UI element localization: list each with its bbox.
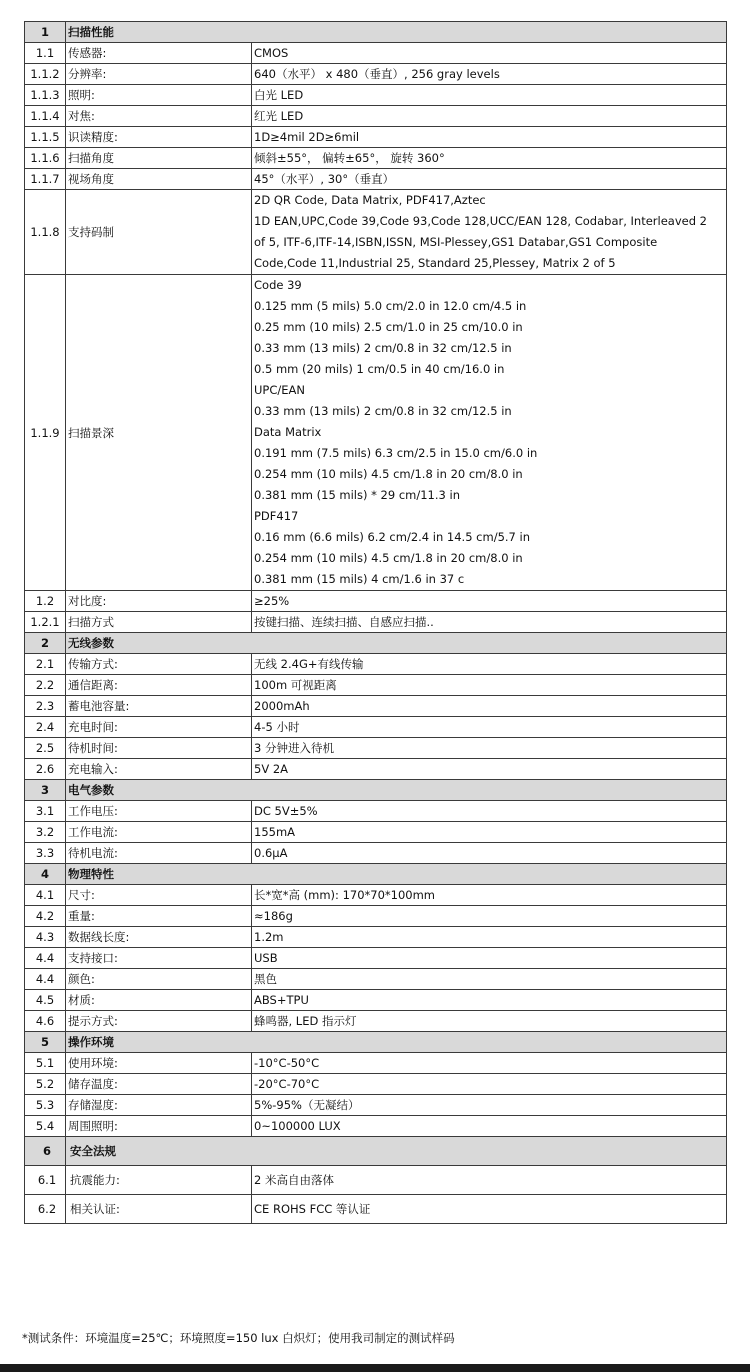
section-title: 安全法规 [66,1137,727,1166]
spec-value: 3 分钟进入待机 [252,738,727,759]
spec-row [25,190,727,275]
row-number: 4 [25,864,66,885]
spec-row [25,275,727,591]
spec-value-line: UPC/EAN [254,383,305,397]
spec-row [25,85,727,106]
spec-row [25,948,727,969]
spec-value-line: 1D EAN,UPC,Code 39,Code 93,Code 128,UCC/EAN 128, Codabar, Interleaved 2 [254,214,707,228]
spec-value-line: Code,Code 11,Industrial 25, Standard 25,Plessey, Matrix 2 of 5 [254,256,616,270]
spec-value: 长*宽*高 (mm): 170*70*100mm [252,885,727,906]
spec-value-line: 0.254 mm (10 mils) 4.5 cm/1.8 in 20 cm/8.0 in [254,551,523,565]
spec-value [252,275,727,591]
row-number: 5.4 [25,1116,66,1137]
spec-label: 存储湿度: [66,1095,252,1116]
spec-label: 识读精度: [66,127,252,148]
spec-label: 扫描景深 [66,275,252,591]
spec-value-line: 0.25 mm (10 mils) 2.5 cm/1.0 in 25 cm/10.0 in [254,320,523,334]
row-number: 1.1.8 [25,190,66,275]
spec-row [25,906,727,927]
spec-label: 储存温度: [66,1074,252,1095]
spec-label: 扫描角度 [66,148,252,169]
spec-value-line: 0.381 mm (15 mils) 4 cm/1.6 in 37 c [254,572,465,586]
spec-value: CMOS [252,43,727,64]
spec-row [25,759,727,780]
spec-value-line: 0.33 mm (13 mils) 2 cm/0.8 in 32 cm/12.5 in [254,404,512,418]
spec-label: 尺寸: [66,885,252,906]
row-number: 4.2 [25,906,66,927]
spec-value: 按键扫描、连续扫描、自感应扫描.. [252,612,727,633]
row-number: 1 [25,22,66,43]
spec-value-line: of 5, ITF-6,ITF-14,ISBN,ISSN, MSI-Plessey,GS1 Databar,GS1 Composite [254,235,658,249]
section-header-row [25,633,727,654]
spec-value [252,190,727,275]
spec-value: 无线 2.4G+有线传输 [252,654,727,675]
row-number: 1.1.2 [25,64,66,85]
spec-row [25,696,727,717]
spec-row [25,148,727,169]
row-number: 6 [25,1137,66,1166]
spec-row [25,127,727,148]
spec-row [25,64,727,85]
spec-label: 充电输入: [66,759,252,780]
spec-value-line: 0.381 mm (15 mils) * 29 cm/11.3 in [254,488,460,502]
spec-label: 照明: [66,85,252,106]
spec-row [25,969,727,990]
row-number: 5.2 [25,1074,66,1095]
spec-label: 分辨率: [66,64,252,85]
spec-label: 传感器: [66,43,252,64]
spec-label: 支持接口: [66,948,252,969]
spec-row [25,738,727,759]
spec-label: 蓄电池容量: [66,696,252,717]
spec-value-line: Data Matrix [254,425,322,439]
spec-row [25,1166,727,1195]
row-number: 2.5 [25,738,66,759]
row-number: 3 [25,780,66,801]
spec-label: 提示方式: [66,1011,252,1032]
spec-value: USB [252,948,727,969]
spec-row [25,990,727,1011]
spec-value: CE ROHS FCC 等认证 [252,1195,727,1224]
spec-row [25,1074,727,1095]
spec-row [25,1195,727,1224]
spec-label: 充电时间: [66,717,252,738]
spec-value-line: 0.5 mm (20 mils) 1 cm/0.5 in 40 cm/16.0 in [254,362,505,376]
spec-label: 对焦: [66,106,252,127]
row-number: 3.1 [25,801,66,822]
spec-value: 0~100000 LUX [252,1116,727,1137]
spec-label: 视场角度 [66,169,252,190]
spec-label: 对比度: [66,591,252,612]
spec-value: 1.2m [252,927,727,948]
spec-value: 45°（水平）, 30°（垂直） [252,169,727,190]
spec-row [25,717,727,738]
spec-label: 数据线长度: [66,927,252,948]
spec-label: 使用环境: [66,1053,252,1074]
row-number: 1.2.1 [25,612,66,633]
spec-row [25,43,727,64]
spec-label: 工作电流: [66,822,252,843]
spec-row [25,801,727,822]
row-number: 6.1 [25,1166,66,1195]
spec-value: 2000mAh [252,696,727,717]
section-header-row [25,1032,727,1053]
row-number: 2.1 [25,654,66,675]
spec-label: 支持码制 [66,190,252,275]
row-number: 1.1 [25,43,66,64]
section-title: 无线参数 [66,633,727,654]
section-header-row [25,1137,727,1166]
spec-row [25,843,727,864]
spec-row [25,654,727,675]
spec-label: 待机电流: [66,843,252,864]
spec-value: 倾斜±55°， 偏转±65°， 旋转 360° [252,148,727,169]
row-number: 1.1.3 [25,85,66,106]
row-number: 1.1.6 [25,148,66,169]
row-number: 4.4 [25,969,66,990]
spec-value-line: Code 39 [254,278,302,292]
spec-row [25,591,727,612]
spec-label: 抗震能力: [66,1166,252,1195]
section-title: 电气参数 [66,780,727,801]
row-number: 2.4 [25,717,66,738]
spec-value: 2 米高自由落体 [252,1166,727,1195]
spec-value-line: 0.16 mm (6.6 mils) 6.2 cm/2.4 in 14.5 cm/5.7 in [254,530,530,544]
section-header-row [25,780,727,801]
row-number: 2 [25,633,66,654]
spec-label: 待机时间: [66,738,252,759]
section-title: 操作环境 [66,1032,727,1053]
spec-row [25,106,727,127]
spec-value: 红光 LED [252,106,727,127]
spec-value-line: PDF417 [254,509,299,523]
row-number: 6.2 [25,1195,66,1224]
spec-row [25,1095,727,1116]
section-header-row [25,22,727,43]
row-number: 1.1.4 [25,106,66,127]
footnote: *测试条件：环境温度=25℃；环境照度=150 lux 白炽灯；使用我司制定的测试样码 [22,1331,455,1345]
spec-label: 周围照明: [66,1116,252,1137]
row-number: 1.1.5 [25,127,66,148]
spec-label: 材质: [66,990,252,1011]
spec-value: -20°C-70°C [252,1074,727,1095]
row-number: 5.1 [25,1053,66,1074]
spec-value-line: 0.254 mm (10 mils) 4.5 cm/1.8 in 20 cm/8.0 in [254,467,523,481]
bottom-rule [0,1364,750,1372]
spec-row [25,169,727,190]
row-number: 4.1 [25,885,66,906]
spec-value: ≥25% [252,591,727,612]
spec-value: 5V 2A [252,759,727,780]
spec-value: ≈186g [252,906,727,927]
row-number: 4.5 [25,990,66,1011]
spec-value: -10°C-50°C [252,1053,727,1074]
spec-label: 工作电压: [66,801,252,822]
spec-label: 通信距离: [66,675,252,696]
row-number: 4.3 [25,927,66,948]
spec-value: DC 5V±5% [252,801,727,822]
row-number: 2.3 [25,696,66,717]
row-number: 4.6 [25,1011,66,1032]
row-number: 2.2 [25,675,66,696]
spec-value-line: 2D QR Code, Data Matrix, PDF417,Aztec [254,193,486,207]
spec-value: 蜂鸣器, LED 指示灯 [252,1011,727,1032]
row-number: 1.1.9 [25,275,66,591]
section-title: 扫描性能 [66,22,727,43]
spec-row [25,612,727,633]
spec-value: 黑色 [252,969,727,990]
spec-value: 4-5 小时 [252,717,727,738]
spec-row [25,1011,727,1032]
spec-value-line: 0.33 mm (13 mils) 2 cm/0.8 in 32 cm/12.5 in [254,341,512,355]
spec-label: 颜色: [66,969,252,990]
row-number: 5 [25,1032,66,1053]
row-number: 1.1.7 [25,169,66,190]
spec-row [25,885,727,906]
spec-value: 1D≥4mil 2D≥6mil [252,127,727,148]
row-number: 1.2 [25,591,66,612]
spec-label: 传输方式: [66,654,252,675]
spec-row [25,1053,727,1074]
spec-value: ABS+TPU [252,990,727,1011]
spec-label: 相关认证: [66,1195,252,1224]
section-title: 物理特性 [66,864,727,885]
spec-value-line: 0.191 mm (7.5 mils) 6.3 cm/2.5 in 15.0 cm/6.0 in [254,446,538,460]
row-number: 5.3 [25,1095,66,1116]
spec-row [25,927,727,948]
spec-value: 5%-95%（无凝结） [252,1095,727,1116]
spec-row [25,822,727,843]
spec-label: 扫描方式 [66,612,252,633]
spec-label: 重量: [66,906,252,927]
spec-value-line: 0.125 mm (5 mils) 5.0 cm/2.0 in 12.0 cm/4.5 in [254,299,527,313]
spec-value: 白光 LED [252,85,727,106]
spec-value: 0.6μA [252,843,727,864]
spec-row [25,675,727,696]
spec-value: 100m 可视距离 [252,675,727,696]
section-header-row [25,864,727,885]
spec-table [24,21,727,1224]
row-number: 3.3 [25,843,66,864]
spec-row [25,1116,727,1137]
row-number: 3.2 [25,822,66,843]
spec-value: 640（水平） x 480（垂直）, 256 gray levels [252,64,727,85]
spec-value: 155mA [252,822,727,843]
row-number: 4.4 [25,948,66,969]
row-number: 2.6 [25,759,66,780]
